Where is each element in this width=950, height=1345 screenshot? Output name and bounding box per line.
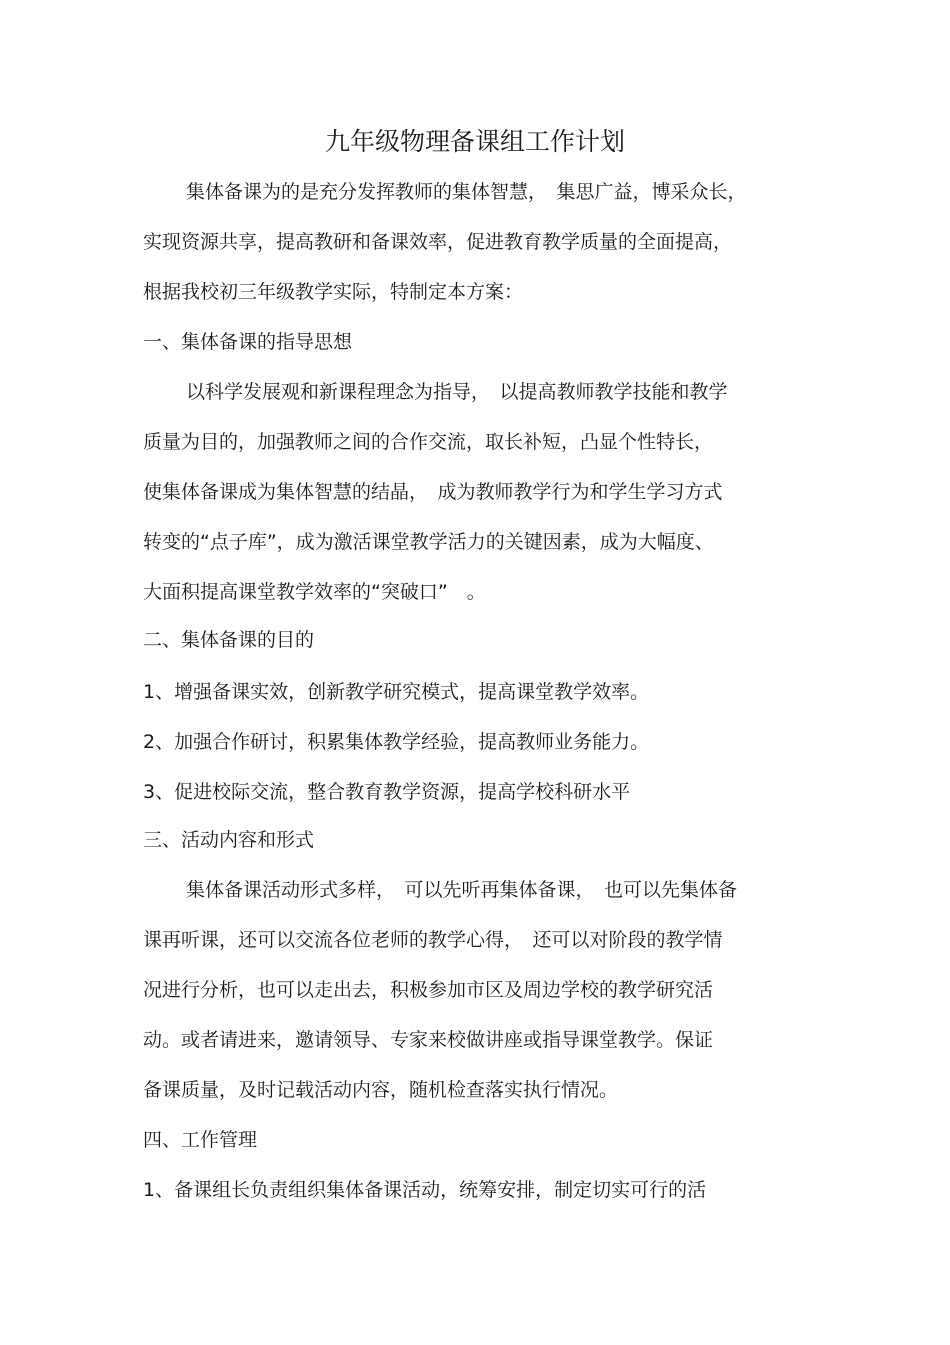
section-heading: 二、集体备课的目的: [143, 629, 315, 651]
paragraph-line: 况进行分析，也可以走出去，积极参加市区及周边学校的教学研究活: [143, 979, 714, 1001]
paragraph-line: 大面积提高课堂教学效率的“突破口” 。: [143, 581, 486, 603]
document-title: 九年级物理备课组工作计划: [324, 127, 625, 156]
section-heading: 一、集体备课的指导思想: [143, 331, 353, 353]
paragraph-line: 使集体备课成为集体智慧的结晶， 成为教师教学行为和学生学习方式: [143, 481, 723, 503]
paragraph-line: 质量为目的，加强教师之间的合作交流，取长补短，凸显个性特长，: [143, 431, 714, 453]
paragraph-line: 以科学发展观和新课程理念为指导， 以提高教师教学技能和教学: [186, 381, 728, 403]
section-heading: 三、活动内容和形式: [143, 829, 315, 851]
list-item: 2、加强合作研讨，积累集体教学经验，提高教师业务能力。: [143, 731, 650, 753]
section-heading: 四、工作管理: [143, 1129, 258, 1151]
list-item: 1、备课组长负责组织集体备课活动，统筹安排，制定切实可行的活: [143, 1179, 707, 1201]
paragraph-line: 集体备课活动形式多样， 可以先听再集体备课， 也可以先集体备: [186, 879, 738, 901]
paragraph-line: 动。或者请进来，邀请领导、专家来校做讲座或指导课堂教学。保证: [143, 1029, 714, 1051]
paragraph-line: 实现资源共享，提高教研和备课效率，促进教育教学质量的全面提高，: [143, 231, 733, 253]
paragraph-line: 集体备课为的是充分发挥教师的集体智慧， 集思广益，博采众长，: [186, 181, 747, 203]
paragraph-line: 课再听课，还可以交流各位老师的教学心得， 还可以对阶段的教学情: [143, 929, 723, 951]
list-item: 1、增强备课实效，创新教学研究模式，提高课堂教学效率。: [143, 681, 650, 703]
paragraph-line: 转变的“点子库”，成为激活课堂教学活力的关键因素，成为大幅度、: [143, 531, 714, 553]
paragraph-line: 根据我校初三年级教学实际，特制定本方案：: [143, 281, 524, 303]
list-item: 3、促进校际交流，整合教育教学资源，提高学校科研水平: [143, 781, 631, 803]
paragraph-line: 备课质量，及时记载活动内容，随机检查落实执行情况。: [143, 1079, 619, 1101]
